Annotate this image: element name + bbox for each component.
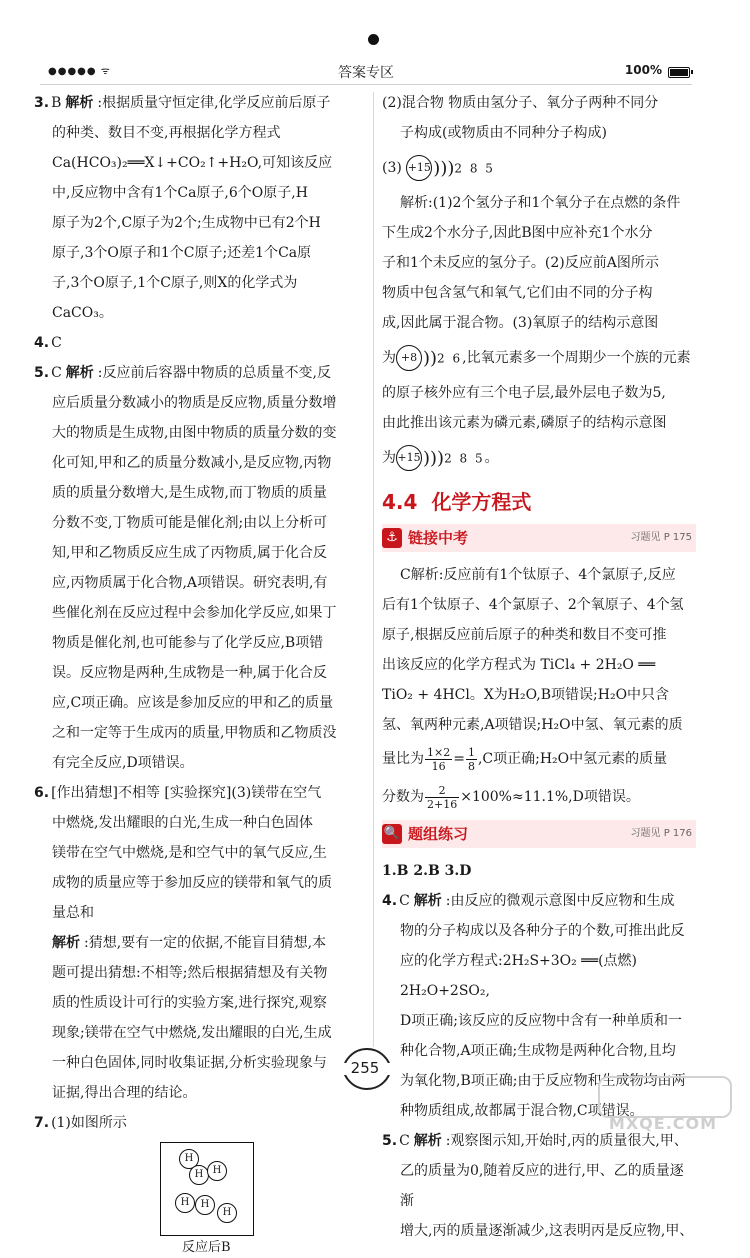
phosphorus-atom-diagram: +15 )))2 8 5 (406, 155, 495, 181)
reaction-figure-b (160, 1142, 254, 1236)
column-divider (373, 92, 374, 1047)
practice-item-5: 5. C 解析 :观察图示知,开始时,丙的质量很大,甲、 乙的质量为0,随着反应的进行,甲、乙的质量逐渐 增大,丙的质量逐渐减少,这表明丙是反应物,甲、 (382, 1133, 694, 1239)
fraction: $\frac{1}{8}$ (467, 745, 475, 773)
hydrogen-atom: H (217, 1203, 237, 1223)
right-column (382, 88, 696, 1246)
app-title: 答案专区 (338, 65, 394, 81)
figure-caption: 反应后B (182, 1240, 231, 1255)
left-column (34, 88, 364, 1258)
oxygen-atom-diagram: +8 ))2 6 (396, 345, 462, 371)
anchor-icon: ⚓ (382, 528, 402, 548)
link-exam-answer: C解析:反应前有1个钛原子、4个氯原子,反应 后有1个钛原子、4个氯原子、2个氧原子、4个氢 原子,根据反应前后原子的种类和数目不变可推 出该反应的化学方程式为 TiCl₄ + 2H₂O ══ TiO₂ + 4HCl。X为H₂O,B项错误;H₂O中只含 氢、氧两种元素,A项错误;H₂O中氢、氧元素的质 量比为 $\frac{1\times 2}{16}$ = $\frac{1}{8}$ ,C项正确;H₂O中氢元素的质量 分数为 $\frac{2}{2+16}$ ×100%≈11.1%,D项错误。 (382, 567, 684, 811)
answer-item-3: 3. B 解析 :根据质量守恒定律,化学反应前后原子 的种类、数目不变,再根据化学方程式 Ca(HCO₃)₂══X↓+CO₂↑+H₂O,可知该反应 中,反应物中含有1个Ca原子,6个O原子,H 原子为2个,C原子为2个;生成物中已有2个H 原子,3个O原子和1个C原子;还差1个Ca原 子,3个O原子,1个C原子,则X的化学式为 CaCO₃。 (34, 95, 333, 321)
watermark (598, 1076, 728, 1134)
phosphorus-atom-diagram: +15 )))2 8 5 (396, 445, 485, 471)
answer-item-7: 7. (1)如图所示 H H H H H H 反应后B (34, 1108, 364, 1258)
link-exam-band: ⚓ 链接中考 习题见 P 175 (382, 524, 696, 552)
fraction: $\frac{2}{2+16}$ (427, 783, 458, 811)
answer-item-6: 6. [作出猜想]不相等 [实验探究](3)镁带在空气 中燃烧,发出耀眼的白光,生成一种白色固体 镁带在空气中燃烧,是和空气中的氧气反应,生 成物的质量应等于参加反应的镁带和氧气的质 量总和 解析 :猜想,要有一定的依据,不能盲目猜想,本 题可提出猜想:不相等;然后根据猜想及有关物 质的性质设计可行的实验方案,进行探究,观察 现象;镁带在空气中燃烧,发出耀眼的白光,生成 一种白色固体,同时收集证据,分析实验现象与 证据,得出合理的结论。 (34, 785, 332, 1101)
section-heading: 4.4 化学方程式 (382, 490, 532, 514)
answer-item-7-part-2: (2)混合物 物质由氢分子、氧分子两种不同分 子构成(或物质由不同种分子构成) (382, 95, 659, 141)
page-number: 255 (342, 1052, 388, 1084)
camera-dot (368, 34, 379, 45)
battery-percent: 100% (624, 63, 662, 77)
status-bar (40, 60, 692, 85)
watermark-logo (598, 1076, 732, 1118)
group-answers: 1.B 2.B 3.D (382, 863, 472, 879)
hydrogen-atom: H (189, 1165, 209, 1185)
fraction: $\frac{1\times 2}{16}$ (427, 745, 451, 773)
signal-wifi-icon: ●●●●● ᯤ (48, 66, 111, 77)
answer-item-7-part-3: (3) +15 )))2 8 5 (382, 148, 696, 188)
practice-band: 🔍 题组练习 习题见 P 176 (382, 820, 696, 848)
answer-item-7-explanation: 解析:(1)2个氢分子和1个氧分子在点燃的条件 下生成2个水分子,因此B图中应补充1个水分 子和1个未反应的氢分子。(2)反应前A图所示 物质中包含氢气和氧气,它们由不同的分子构 成,因此属于混合物。(3)氧原子的结构示意图 为 +8 ))2 6,比氧元素多一个周期少一个族的元素 的原子核外应有三个电子层,最外层电子数为5, 由此推出该元素为磷元素,磷原子的结构示意图 为+15 )))2 8 5。 (382, 188, 696, 478)
magnifier-icon: 🔍 (382, 824, 402, 844)
answer-item-5: 5. C 解析 :反应前后容器中物质的总质量不变,反 应后质量分数减小的物质是反应物,质量分数增 大的物质是生成物,由图中物质的质量分数的变 化可知,甲和乙的质量分数减小,是反应物,丙物 质的质量分数增大,是生成物,而丁物质的质量 分数不变,丁物质可能是催化剂;由以上分析可 知,甲和乙物质反应生成了丙物质,属于化合反 应,丙物质属于化合物,A项错误。研究表明,有 些催化剂在反应过程中会参加化学反应,如果丁 物质是催化剂,也可能参与了化学反应,B项错 误。反应物是两种,生成物是一种,属于化合反 应,C项正确。应该是参加反应的甲和乙的质量 之和一定等于生成丙的质量,甲物质和乙物质没 有完全反应,D项错误。 (34, 365, 337, 771)
hydrogen-atom: H (195, 1195, 215, 1215)
hydrogen-atom: H (179, 1149, 199, 1169)
watermark-url: MXQE.COM (608, 1114, 718, 1133)
hydrogen-atom: H (207, 1161, 227, 1181)
answer-item-4: 4. C (34, 335, 62, 351)
practice-item-4: 4. C 解析 :由反应的微观示意图中反应物和生成 物的分子构成以及各种分子的个数,可推出此反 应的化学方程式:2H₂S+3O₂ ══(点燃) 2H₂O+2SO₂, D项正确;该反应的反应物中含有一种单质和一 种化合物,A项正确;生成物是两种化合物,且均 为氧化物,B项正确;由于反应物和生成物均由两 种物质组成,故都属于混合物,C项错误。 (382, 893, 686, 1119)
hydrogen-atom: H (175, 1193, 195, 1213)
battery-icon (668, 67, 690, 78)
